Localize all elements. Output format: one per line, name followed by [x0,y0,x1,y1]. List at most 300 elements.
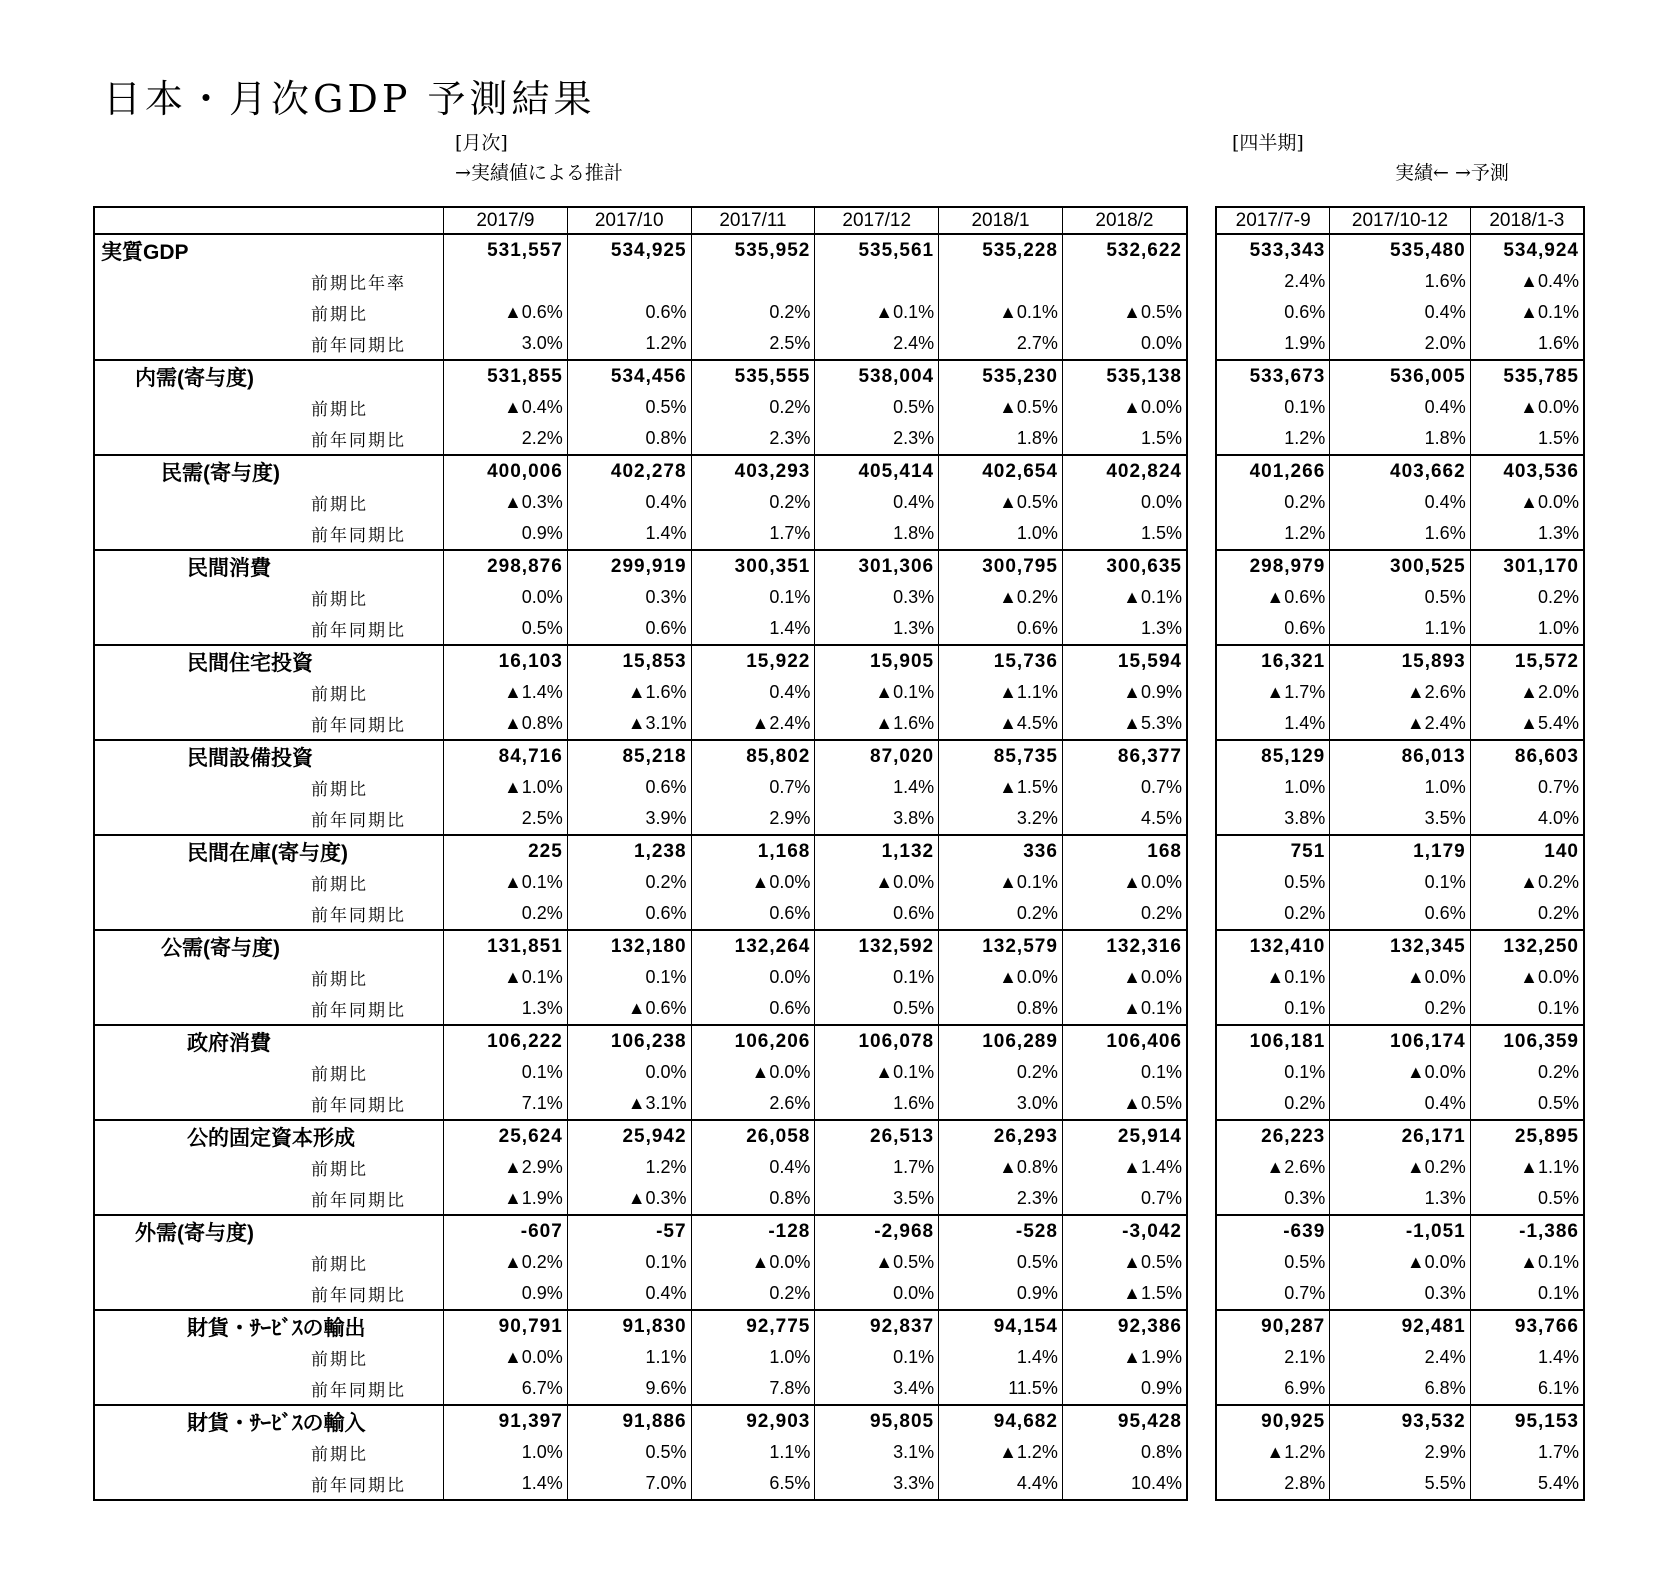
value-cell: 402,278 [567,455,691,487]
table-row [1216,1025,1584,1057]
value-cell: 2.0% [1330,328,1470,360]
value-cell: 7.1% [444,1088,568,1120]
value-cell: ▲0.1% [444,867,568,898]
value-cell: 2.3% [939,1183,1063,1215]
row-label: 民間設備投資 [94,740,444,772]
value-cell: 0.6% [1216,613,1330,645]
value-cell: 0.5% [1470,1088,1584,1120]
row-sublabel: 前期比 [94,1342,444,1373]
value-cell: 1.0% [1330,772,1470,803]
value-cell: ▲0.1% [939,867,1063,898]
value-cell: 1.0% [444,1437,568,1468]
value-cell: 11.5% [939,1373,1063,1405]
value-cell: 86,377 [1062,740,1187,772]
value-cell: 3.0% [444,328,568,360]
value-cell: 4.0% [1470,803,1584,835]
value-cell: ▲0.3% [567,1183,691,1215]
row-label: 外需(寄与度) [94,1215,444,1247]
value-cell: 6.8% [1330,1373,1470,1405]
value-cell: 15,853 [567,645,691,677]
value-cell: 85,802 [691,740,815,772]
value-cell: 300,635 [1062,550,1187,582]
value-cell: 26,058 [691,1120,815,1152]
value-cell: 3.5% [815,1183,939,1215]
value-cell: 0.5% [567,1437,691,1468]
quarterly-gdp-table [1215,206,1585,1501]
value-cell: 0.1% [1216,392,1330,423]
table-row [1216,423,1584,455]
value-cell: 6.7% [444,1373,568,1405]
value-cell: 0.5% [1470,1183,1584,1215]
row-label: 財貨・ｻｰﾋﾞｽの輸出 [94,1310,444,1342]
table-row [1216,1278,1584,1310]
value-cell: 93,532 [1330,1405,1470,1437]
value-cell: 1.3% [1062,613,1187,645]
value-cell: 1.7% [1470,1437,1584,1468]
value-cell: ▲0.4% [444,392,568,423]
value-cell: ▲0.3% [444,487,568,518]
value-cell: 1.5% [1062,423,1187,455]
month-column-header: 2017/10 [567,207,691,234]
value-cell: ▲0.8% [939,1152,1063,1183]
value-cell: 0.2% [691,487,815,518]
value-cell: 15,572 [1470,645,1584,677]
value-cell: 531,855 [444,360,568,392]
row-sublabel: 前期比 [94,297,444,328]
row-label: 公的固定資本形成 [94,1120,444,1152]
table-row [94,613,1187,645]
value-cell: 0.5% [815,993,939,1025]
value-cell: 2.4% [1330,1342,1470,1373]
value-cell: 1.1% [691,1437,815,1468]
table-row [94,1152,1187,1183]
table-row [94,1468,1187,1500]
value-cell: 1.3% [444,993,568,1025]
value-cell: 15,905 [815,645,939,677]
value-cell: 95,153 [1470,1405,1584,1437]
value-cell: 0.1% [815,1342,939,1373]
value-cell: 0.2% [691,1278,815,1310]
value-cell: 0.5% [1330,582,1470,613]
value-cell: ▲0.5% [939,392,1063,423]
value-cell: 535,230 [939,360,1063,392]
value-cell: 531,557 [444,234,568,266]
value-cell: 132,410 [1216,930,1330,962]
value-cell: 336 [939,835,1063,867]
value-cell: 168 [1062,835,1187,867]
row-sublabel: 前年同期比 [94,613,444,645]
value-cell: 751 [1216,835,1330,867]
value-cell: ▲0.5% [1062,1088,1187,1120]
value-cell: 3.9% [567,803,691,835]
value-cell: 16,321 [1216,645,1330,677]
value-cell: 0.2% [444,898,568,930]
value-cell: 106,289 [939,1025,1063,1057]
row-sublabel: 前期比 [94,392,444,423]
value-cell: 2.9% [1330,1437,1470,1468]
value-cell: 1.7% [815,1152,939,1183]
value-cell: 301,170 [1470,550,1584,582]
value-cell: 3.1% [815,1437,939,1468]
table-row [94,328,1187,360]
value-cell: 106,181 [1216,1025,1330,1057]
value-cell: ▲0.0% [691,1247,815,1278]
value-cell: 2.8% [1216,1468,1330,1500]
value-cell: 0.2% [1216,487,1330,518]
value-cell: 2.6% [691,1088,815,1120]
table-row [1216,645,1584,677]
value-cell: 0.5% [1216,1247,1330,1278]
value-cell: 1.2% [1216,423,1330,455]
value-cell: ▲0.1% [1470,297,1584,328]
value-cell: 3.4% [815,1373,939,1405]
monthly-gdp-table [93,206,1188,1501]
value-cell: 1.5% [1470,423,1584,455]
value-cell: 5.4% [1470,1468,1584,1500]
value-cell: 132,180 [567,930,691,962]
table-row [94,487,1187,518]
value-cell: 0.6% [567,898,691,930]
value-cell: 2.9% [691,803,815,835]
value-cell: 534,925 [567,234,691,266]
table-row [94,835,1187,867]
value-cell: 26,293 [939,1120,1063,1152]
value-cell: 85,218 [567,740,691,772]
value-cell: 0.4% [567,1278,691,1310]
month-column-header: 2017/9 [444,207,568,234]
value-cell: 0.4% [1330,297,1470,328]
value-cell: 132,345 [1330,930,1470,962]
value-cell: 0.1% [444,1057,568,1088]
value-cell: 0.1% [567,1247,691,1278]
row-sublabel: 前期比 [94,1247,444,1278]
row-sublabel: 前期比年率 [94,266,444,297]
value-cell: 106,406 [1062,1025,1187,1057]
table-row [1216,1247,1584,1278]
row-sublabel: 前期比 [94,962,444,993]
value-cell [939,266,1063,297]
value-cell: ▲1.7% [1216,677,1330,708]
value-cell: 132,592 [815,930,939,962]
table-row [94,455,1187,487]
row-label: 民間消費 [94,550,444,582]
table-row [94,1437,1187,1468]
table-row [1216,772,1584,803]
value-cell: 7.0% [567,1468,691,1500]
row-sublabel: 前年同期比 [94,803,444,835]
value-cell: 1.0% [939,518,1063,550]
value-cell: -2,968 [815,1215,939,1247]
value-cell: 3.2% [939,803,1063,835]
value-cell: 0.1% [815,962,939,993]
table-row [94,962,1187,993]
value-cell: ▲0.1% [1470,1247,1584,1278]
value-cell: 405,414 [815,455,939,487]
value-cell: 0.7% [1216,1278,1330,1310]
value-cell: ▲5.3% [1062,708,1187,740]
row-label: 政府消費 [94,1025,444,1057]
row-sublabel: 前期比 [94,677,444,708]
value-cell: 91,830 [567,1310,691,1342]
value-cell [567,266,691,297]
page-title: 日本・月次GDP 予測結果 [103,77,596,121]
table-row [94,234,1187,266]
value-cell: 301,306 [815,550,939,582]
table-row [94,297,1187,328]
value-cell: 25,942 [567,1120,691,1152]
value-cell: 3.5% [1330,803,1470,835]
value-cell: ▲1.5% [1062,1278,1187,1310]
value-cell: 0.1% [567,962,691,993]
table-row [94,1183,1187,1215]
value-cell: 1.4% [1216,708,1330,740]
value-cell: 0.6% [1216,297,1330,328]
value-cell: ▲0.1% [444,962,568,993]
value-cell: 0.0% [444,582,568,613]
table-row [1216,392,1584,423]
value-cell: 16,103 [444,645,568,677]
table-row [94,392,1187,423]
value-cell: 0.2% [691,392,815,423]
value-cell: 0.9% [1062,1373,1187,1405]
value-cell: 0.5% [939,1247,1063,1278]
value-cell: ▲1.0% [444,772,568,803]
value-cell: 95,428 [1062,1405,1187,1437]
value-cell: ▲1.1% [1470,1152,1584,1183]
table-row [1216,1057,1584,1088]
value-cell: 0.0% [567,1057,691,1088]
table-row [94,550,1187,582]
table-row [1216,550,1584,582]
value-cell: ▲0.0% [815,867,939,898]
value-cell: 0.3% [567,582,691,613]
value-cell: 0.1% [1216,1057,1330,1088]
value-cell: 0.7% [691,772,815,803]
table-row [1216,297,1584,328]
value-cell: 538,004 [815,360,939,392]
value-cell: ▲0.1% [1062,993,1187,1025]
value-cell: -528 [939,1215,1063,1247]
value-cell: 1.2% [567,1152,691,1183]
value-cell: 0.9% [939,1278,1063,1310]
value-cell: 0.7% [1062,772,1187,803]
value-cell: 0.4% [691,677,815,708]
value-cell: 0.5% [444,613,568,645]
value-cell: 299,919 [567,550,691,582]
value-cell: 400,006 [444,455,568,487]
monthly-label: [月次] [455,132,508,154]
value-cell: 90,791 [444,1310,568,1342]
value-cell: ▲0.2% [1330,1152,1470,1183]
table-row [94,708,1187,740]
value-cell: ▲1.6% [815,708,939,740]
row-sublabel: 前期比 [94,582,444,613]
table-row [1216,582,1584,613]
value-cell: 90,287 [1216,1310,1330,1342]
value-cell: 92,481 [1330,1310,1470,1342]
value-cell: 132,264 [691,930,815,962]
value-cell: 0.4% [1330,392,1470,423]
value-cell: 6.5% [691,1468,815,1500]
row-sublabel: 前期比 [94,1057,444,1088]
monthly-note: →実績値による推計 [455,162,623,184]
value-cell: ▲0.0% [1470,487,1584,518]
value-cell: ▲2.0% [1470,677,1584,708]
value-cell: 1.4% [567,518,691,550]
monthly-section-header [455,128,623,188]
table-row [94,1088,1187,1120]
row-sublabel: 前期比 [94,772,444,803]
value-cell: 15,594 [1062,645,1187,677]
value-cell: 402,654 [939,455,1063,487]
value-cell: 533,343 [1216,234,1330,266]
value-cell: 3.0% [939,1088,1063,1120]
value-cell: ▲0.1% [939,297,1063,328]
row-label: 民需(寄与度) [94,455,444,487]
value-cell: 0.2% [567,867,691,898]
value-cell: 0.6% [691,993,815,1025]
value-cell: 1,238 [567,835,691,867]
value-cell: 0.8% [1062,1437,1187,1468]
value-cell: 1.6% [1470,328,1584,360]
row-sublabel: 前期比 [94,487,444,518]
value-cell: 0.1% [1062,1057,1187,1088]
value-cell: 1.4% [444,1468,568,1500]
value-cell: 90,925 [1216,1405,1330,1437]
value-cell: 0.5% [815,392,939,423]
value-cell [691,266,815,297]
row-sublabel: 前年同期比 [94,993,444,1025]
value-cell: 403,293 [691,455,815,487]
row-sublabel: 前期比 [94,867,444,898]
value-cell: ▲0.6% [444,297,568,328]
value-cell: 26,171 [1330,1120,1470,1152]
value-cell: 2.5% [444,803,568,835]
value-cell: ▲0.6% [567,993,691,1025]
value-cell: 298,979 [1216,550,1330,582]
table-row [94,1310,1187,1342]
value-cell: 4.4% [939,1468,1063,1500]
table-row [1216,360,1584,392]
value-cell: 95,805 [815,1405,939,1437]
table-row [94,266,1187,297]
row-sublabel: 前年同期比 [94,1373,444,1405]
quarterly-label: [四半期] [1232,132,1304,154]
value-cell: 532,622 [1062,234,1187,266]
value-cell: 7.8% [691,1373,815,1405]
table-row [94,645,1187,677]
value-cell: 87,020 [815,740,939,772]
value-cell: 0.6% [815,898,939,930]
table-row [94,1120,1187,1152]
value-cell: ▲1.2% [939,1437,1063,1468]
value-cell: 106,206 [691,1025,815,1057]
value-cell: 1,179 [1330,835,1470,867]
value-cell: ▲0.5% [815,1247,939,1278]
value-cell: 0.2% [1470,1057,1584,1088]
value-cell: ▲2.4% [691,708,815,740]
row-sublabel: 前年同期比 [94,423,444,455]
value-cell: 1.4% [1470,1342,1584,1373]
row-label: 実質GDP [94,234,444,266]
value-cell: ▲0.2% [939,582,1063,613]
value-cell: 26,223 [1216,1120,1330,1152]
month-column-header: 2018/2 [1062,207,1187,234]
value-cell: 4.5% [1062,803,1187,835]
value-cell: 402,824 [1062,455,1187,487]
row-label: 内需(寄与度) [94,360,444,392]
value-cell: 10.4% [1062,1468,1187,1500]
value-cell: 0.8% [939,993,1063,1025]
value-cell: 1.0% [691,1342,815,1373]
value-cell: ▲2.4% [1330,708,1470,740]
value-cell: ▲0.2% [444,1247,568,1278]
value-cell [1062,266,1187,297]
value-cell: 2.4% [1216,266,1330,297]
value-cell [815,266,939,297]
value-cell: 140 [1470,835,1584,867]
value-cell: 94,154 [939,1310,1063,1342]
table-row [1216,328,1584,360]
value-cell: 403,662 [1330,455,1470,487]
table-row [1216,266,1584,297]
value-cell: -639 [1216,1215,1330,1247]
value-cell: 0.1% [1470,1278,1584,1310]
value-cell: ▲0.0% [1330,1057,1470,1088]
value-cell: ▲1.4% [1062,1152,1187,1183]
value-cell: 1,168 [691,835,815,867]
value-cell: 2.3% [815,423,939,455]
value-cell: 94,682 [939,1405,1063,1437]
quarterly-note: 実績← →予測 [1395,162,1509,184]
table-row [1216,1183,1584,1215]
table-row [94,898,1187,930]
quarter-column-header: 2017/10-12 [1330,207,1470,234]
value-cell: 533,673 [1216,360,1330,392]
value-cell: ▲1.9% [444,1183,568,1215]
value-cell: ▲1.9% [1062,1342,1187,1373]
value-cell: 15,893 [1330,645,1470,677]
value-cell: ▲1.5% [939,772,1063,803]
table-row [94,803,1187,835]
value-cell: 106,359 [1470,1025,1584,1057]
value-cell: 0.2% [939,1057,1063,1088]
table-row [94,1057,1187,1088]
value-cell: 0.7% [1470,772,1584,803]
table-row [1216,677,1584,708]
value-cell: 1.6% [1330,266,1470,297]
value-cell: ▲0.5% [1062,1247,1187,1278]
value-cell: -57 [567,1215,691,1247]
value-cell: 0.7% [1062,1183,1187,1215]
value-cell: 1.3% [1470,518,1584,550]
table-row [1216,803,1584,835]
value-cell: ▲0.0% [1062,962,1187,993]
value-cell: 0.2% [939,898,1063,930]
value-cell: 0.6% [567,772,691,803]
quarter-column-header: 2018/1-3 [1470,207,1584,234]
value-cell: ▲0.0% [939,962,1063,993]
value-cell: 132,250 [1470,930,1584,962]
value-cell: ▲0.0% [444,1342,568,1373]
table-row [1216,1088,1584,1120]
table-row [94,360,1187,392]
table-row [94,1373,1187,1405]
table-row [1216,1342,1584,1373]
table-row [1216,898,1584,930]
table-row [94,993,1187,1025]
value-cell: ▲0.5% [1062,297,1187,328]
